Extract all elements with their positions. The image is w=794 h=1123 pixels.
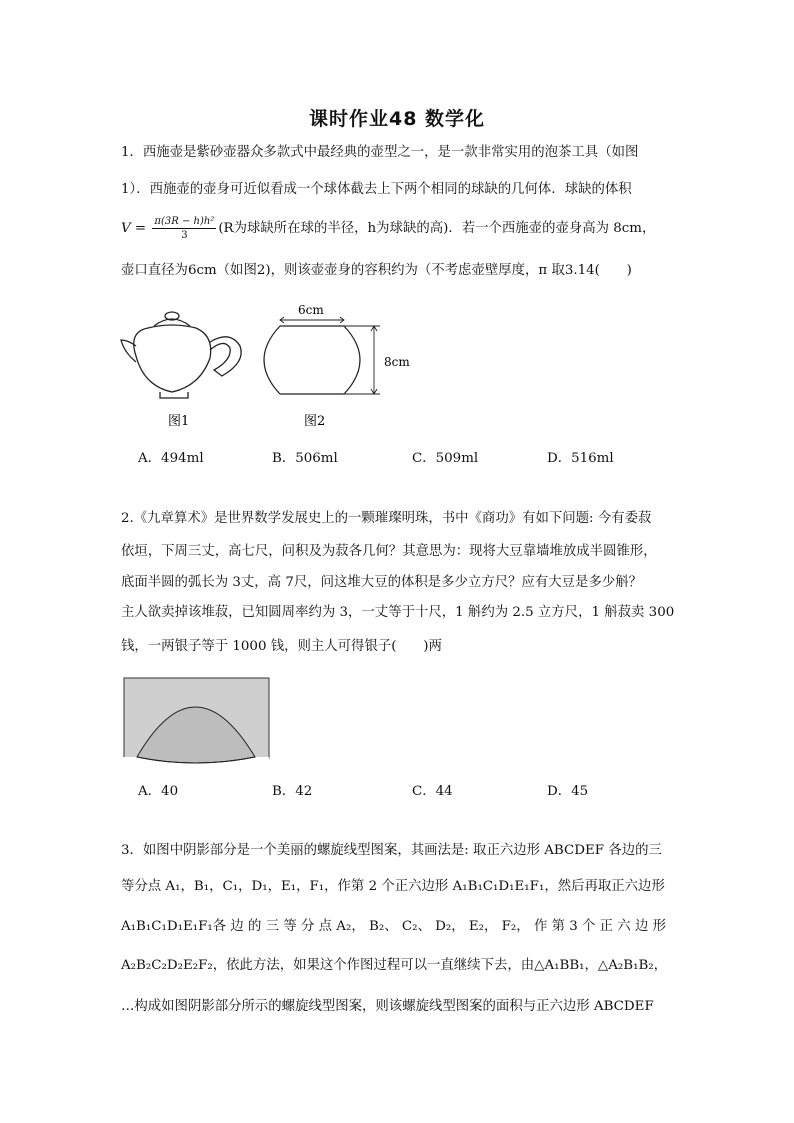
fig2-height-label: 8cm <box>384 355 410 369</box>
q1-option-b: B．506ml <box>272 451 338 466</box>
q3-line-2: 等分点 A₁，B₁，C₁，D₁，E₁，F₁，作第 2 个正六边形 A₁B₁C₁D₁E₁F₁，然后再取正六边形 <box>121 879 665 894</box>
q2-cone-figure <box>123 677 271 767</box>
q1-option-a: A．494ml <box>138 451 204 466</box>
q2-line-2: 依垣，下周三丈，高七尺，问积及为菽各几何？其意思为：现将大豆靠墙堆放成半圆锥形， <box>121 544 657 559</box>
q2-option-a: A．40 <box>138 784 179 799</box>
formula-fraction <box>152 215 216 242</box>
q3-line-1: 3．如图中阴影部分是一个美丽的螺旋线型图案，其画法是: 取正六边形 ABCDEF 各边的三 <box>121 843 662 858</box>
q1-line-3 <box>121 214 681 244</box>
formula-denominator: 3 <box>181 230 188 241</box>
fig2-caption: 图2 <box>304 414 326 429</box>
q2-line-5: 钱，一两银子等于 1000 钱，则主人可得银子( )两 <box>121 639 442 654</box>
q1-figures <box>118 296 428 432</box>
q2-option-c: C．44 <box>412 784 453 799</box>
page-title: 课时作业48 数学化 <box>308 108 486 130</box>
q1-option-d: D．516ml <box>547 451 614 466</box>
fig2-top-label: 6cm <box>298 303 324 317</box>
q2-line-3: 底面半圆的弧长为 3丈，高 7尺，问这堆大豆的体积是多少立方尺？应有大豆是多少斛？ <box>121 575 643 590</box>
q3-line-5: …构成如图阴影部分所示的螺旋线型图案，则该螺旋线型图案的面积与正六边形 ABCDEF <box>121 999 654 1014</box>
q1-option-c: C．509ml <box>412 451 479 466</box>
q2-line-1: 2.《九章算术》是世界数学发展史上的一颗璀璨明珠，书中《商功》有如下问题: 今有委菽 <box>121 511 652 526</box>
q2-option-d: D．45 <box>547 784 589 799</box>
q1-line-1: 1．西施壶是紫砂壶器众多款式中最经典的壶型之一，是一款非常实用的泡茶工具（如图 <box>121 145 639 160</box>
formula-numerator: π(3R − h)h² <box>154 216 215 227</box>
q2-line-4: 主人欲卖掉该堆菽，已知圆周率约为 3，一丈等于十尺，1 斛约为 2.5 立方尺，1 斛菽卖 300 <box>121 605 675 620</box>
q3-line-4: A₂B₂C₂D₂E₂F₂，依此方法，如果这个作图过程可以一直继续下去，由△A₁BB₁，△A₂B₁B₂， <box>121 958 668 973</box>
q1-line-2: 1）．西施壶的壶身可近似看成一个球体截去上下两个相同的球缺的几何体．球缺的体积 <box>121 182 632 197</box>
teapot-figure <box>121 312 241 398</box>
formula-lhs: V = <box>121 221 147 236</box>
q1-options <box>138 447 698 467</box>
q2-options <box>138 780 698 800</box>
pot-body-figure <box>264 317 380 394</box>
formula-description: (R为球缺所在球的半径，h为球缺的高)．若一个西施壶的壶身高为 8cm， <box>218 221 656 236</box>
q3-line-3: A₁B₁C₁D₁E₁F₁各 边 的 三 等 分 点 A₂， B₂、 C₂、 D₂， E₂， F₂， 作 第 3 个 正 六 边 形 <box>121 919 666 934</box>
q2-option-b: B．42 <box>272 784 313 799</box>
q1-line-4: 壶口直径为6cm（如图2)，则该壶壶身的容积约为（不考虑壶壁厚度，π 取3.14( ) <box>121 263 632 278</box>
fig1-caption: 图1 <box>168 414 190 429</box>
